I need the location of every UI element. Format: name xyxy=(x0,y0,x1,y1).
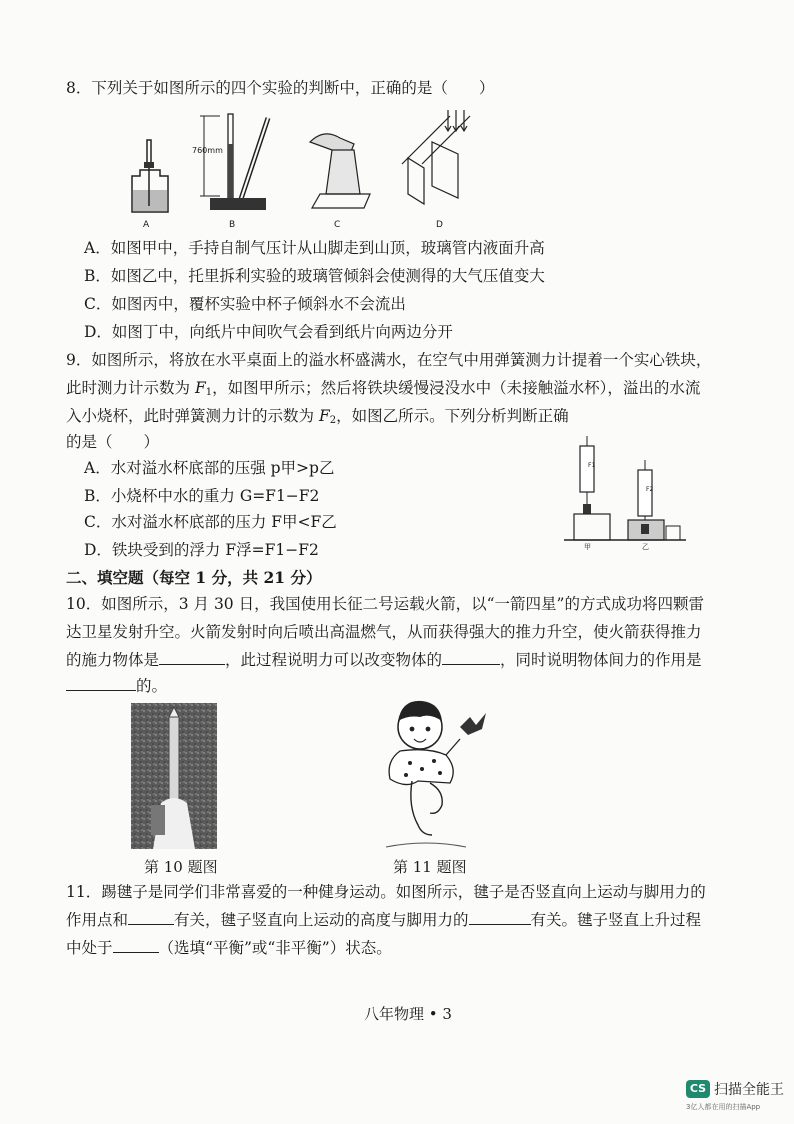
q8-option-c: C．如图丙中，覆杯实验中杯子倾斜水不会流出 xyxy=(84,295,406,313)
q8-option-d: D．如图丁中，向纸片中间吹气会看到纸片向两边分开 xyxy=(84,323,453,341)
q11-line1: 11．踢毽子是同学们非常喜爱的一种健身运动。如图所示，毽子是否竖直向上运动与脚用力的 xyxy=(66,883,706,901)
q10-line4: 的。 xyxy=(66,676,167,696)
q8-label-b: B xyxy=(229,220,236,230)
q8-figure-b-torricelli xyxy=(192,110,282,220)
q11-line3: 中处于 （选填“平衡”或“非平衡”）状态。 xyxy=(66,939,392,957)
q9-line4: 的是（ ） xyxy=(66,433,160,451)
q8-figure-a-barometer xyxy=(130,138,180,218)
q9-scale-label-2: F2 xyxy=(646,486,654,493)
camscanner-name: 扫描全能王 xyxy=(714,1082,784,1098)
q9-fig-label-yi: 乙 xyxy=(642,543,649,551)
q9-line3: 入小烧杯，此时弹簧测力计的示数为 $F_2$，如图乙所示。下列分析判断正确 xyxy=(66,407,569,426)
q8-stem: 8．下列关于如图所示的四个实验的判断中，正确的是（ ） xyxy=(66,79,495,97)
camscanner-logo-icon: CS xyxy=(686,1080,710,1098)
q10-figure-rocket-photo xyxy=(131,703,217,849)
q8-label-a: A xyxy=(143,220,150,230)
q9-fig-label-jia: 甲 xyxy=(584,543,591,551)
q9-option-d: D．铁块受到的浮力 F浮=F1−F2 xyxy=(84,541,319,559)
q9-figure-spring-scale xyxy=(560,430,690,550)
camscanner-tagline: 3亿人都在用的扫描App xyxy=(686,1103,761,1111)
q8-label-c: C xyxy=(334,220,341,230)
q8-mm-label: 760mm xyxy=(192,146,223,155)
q11-line2: 作用点和 有关，毽子竖直向上运动的高度与脚用力的 有关。毽子竖直上升过程 xyxy=(66,911,702,929)
q10-line3: 的施力物体是 ，此过程说明力可以改变物体的 ，同时说明物体间力的作用是 xyxy=(66,651,702,669)
q10-blank-2[interactable] xyxy=(442,650,500,665)
q10-figure-caption: 第 10 题图 xyxy=(144,858,218,876)
page-footer: 八年物理 • 3 xyxy=(364,1005,452,1023)
q11-blank-2[interactable] xyxy=(469,910,531,925)
q8-option-a: A．如图甲中，手持自制气压计从山脚走到山顶，玻璃管内液面升高 xyxy=(84,239,545,257)
q8-figure-d-paper xyxy=(398,108,478,212)
q9-line1: 9．如图所示，将放在水平桌面上的溢水杯盛满水，在空气中用弹簧测力计提着一个实心铁块， xyxy=(66,351,712,369)
q9-option-b: B．小烧杯中水的重力 G=F1−F2 xyxy=(84,487,320,505)
q10-blank-1[interactable] xyxy=(159,650,225,665)
q9-scale-label-1: F1 xyxy=(588,462,596,469)
section-2-title: 二、填空题（每空 1 分，共 21 分） xyxy=(66,568,322,587)
q8-label-d: D xyxy=(436,220,443,230)
q11-figure-caption: 第 11 题图 xyxy=(393,858,467,876)
q10-line1: 10．如图所示，3 月 30 日，我国使用长征二号运载火箭，以“一箭四星”的方式成功将四颗雷 xyxy=(66,595,704,613)
q8-figure-c-cup xyxy=(300,124,380,214)
q10-blank-3[interactable] xyxy=(66,676,136,691)
q9-option-c: C．水对溢水杯底部的压力 F甲<F乙 xyxy=(84,513,337,531)
q9-option-a: A．水对溢水杯底部的压强 p甲>p乙 xyxy=(84,459,335,477)
q8-option-b: B．如图乙中，托里拆利实验的玻璃管倾斜会使测得的大气压值变大 xyxy=(84,267,545,285)
q11-blank-1[interactable] xyxy=(128,910,174,925)
q11-blank-3[interactable] xyxy=(113,938,159,953)
q9-line2: 此时测力计示数为 $F_1$，如图甲所示；然后将铁块缓慢浸没水中（未接触溢水杯），溢出的水流 xyxy=(66,379,701,398)
q11-figure-shuttlecock-girl xyxy=(380,697,490,853)
q10-line2: 达卫星发射升空。火箭发射时向后喷出高温燃气，从而获得强大的推力升空，使火箭获得推力 xyxy=(66,623,702,641)
